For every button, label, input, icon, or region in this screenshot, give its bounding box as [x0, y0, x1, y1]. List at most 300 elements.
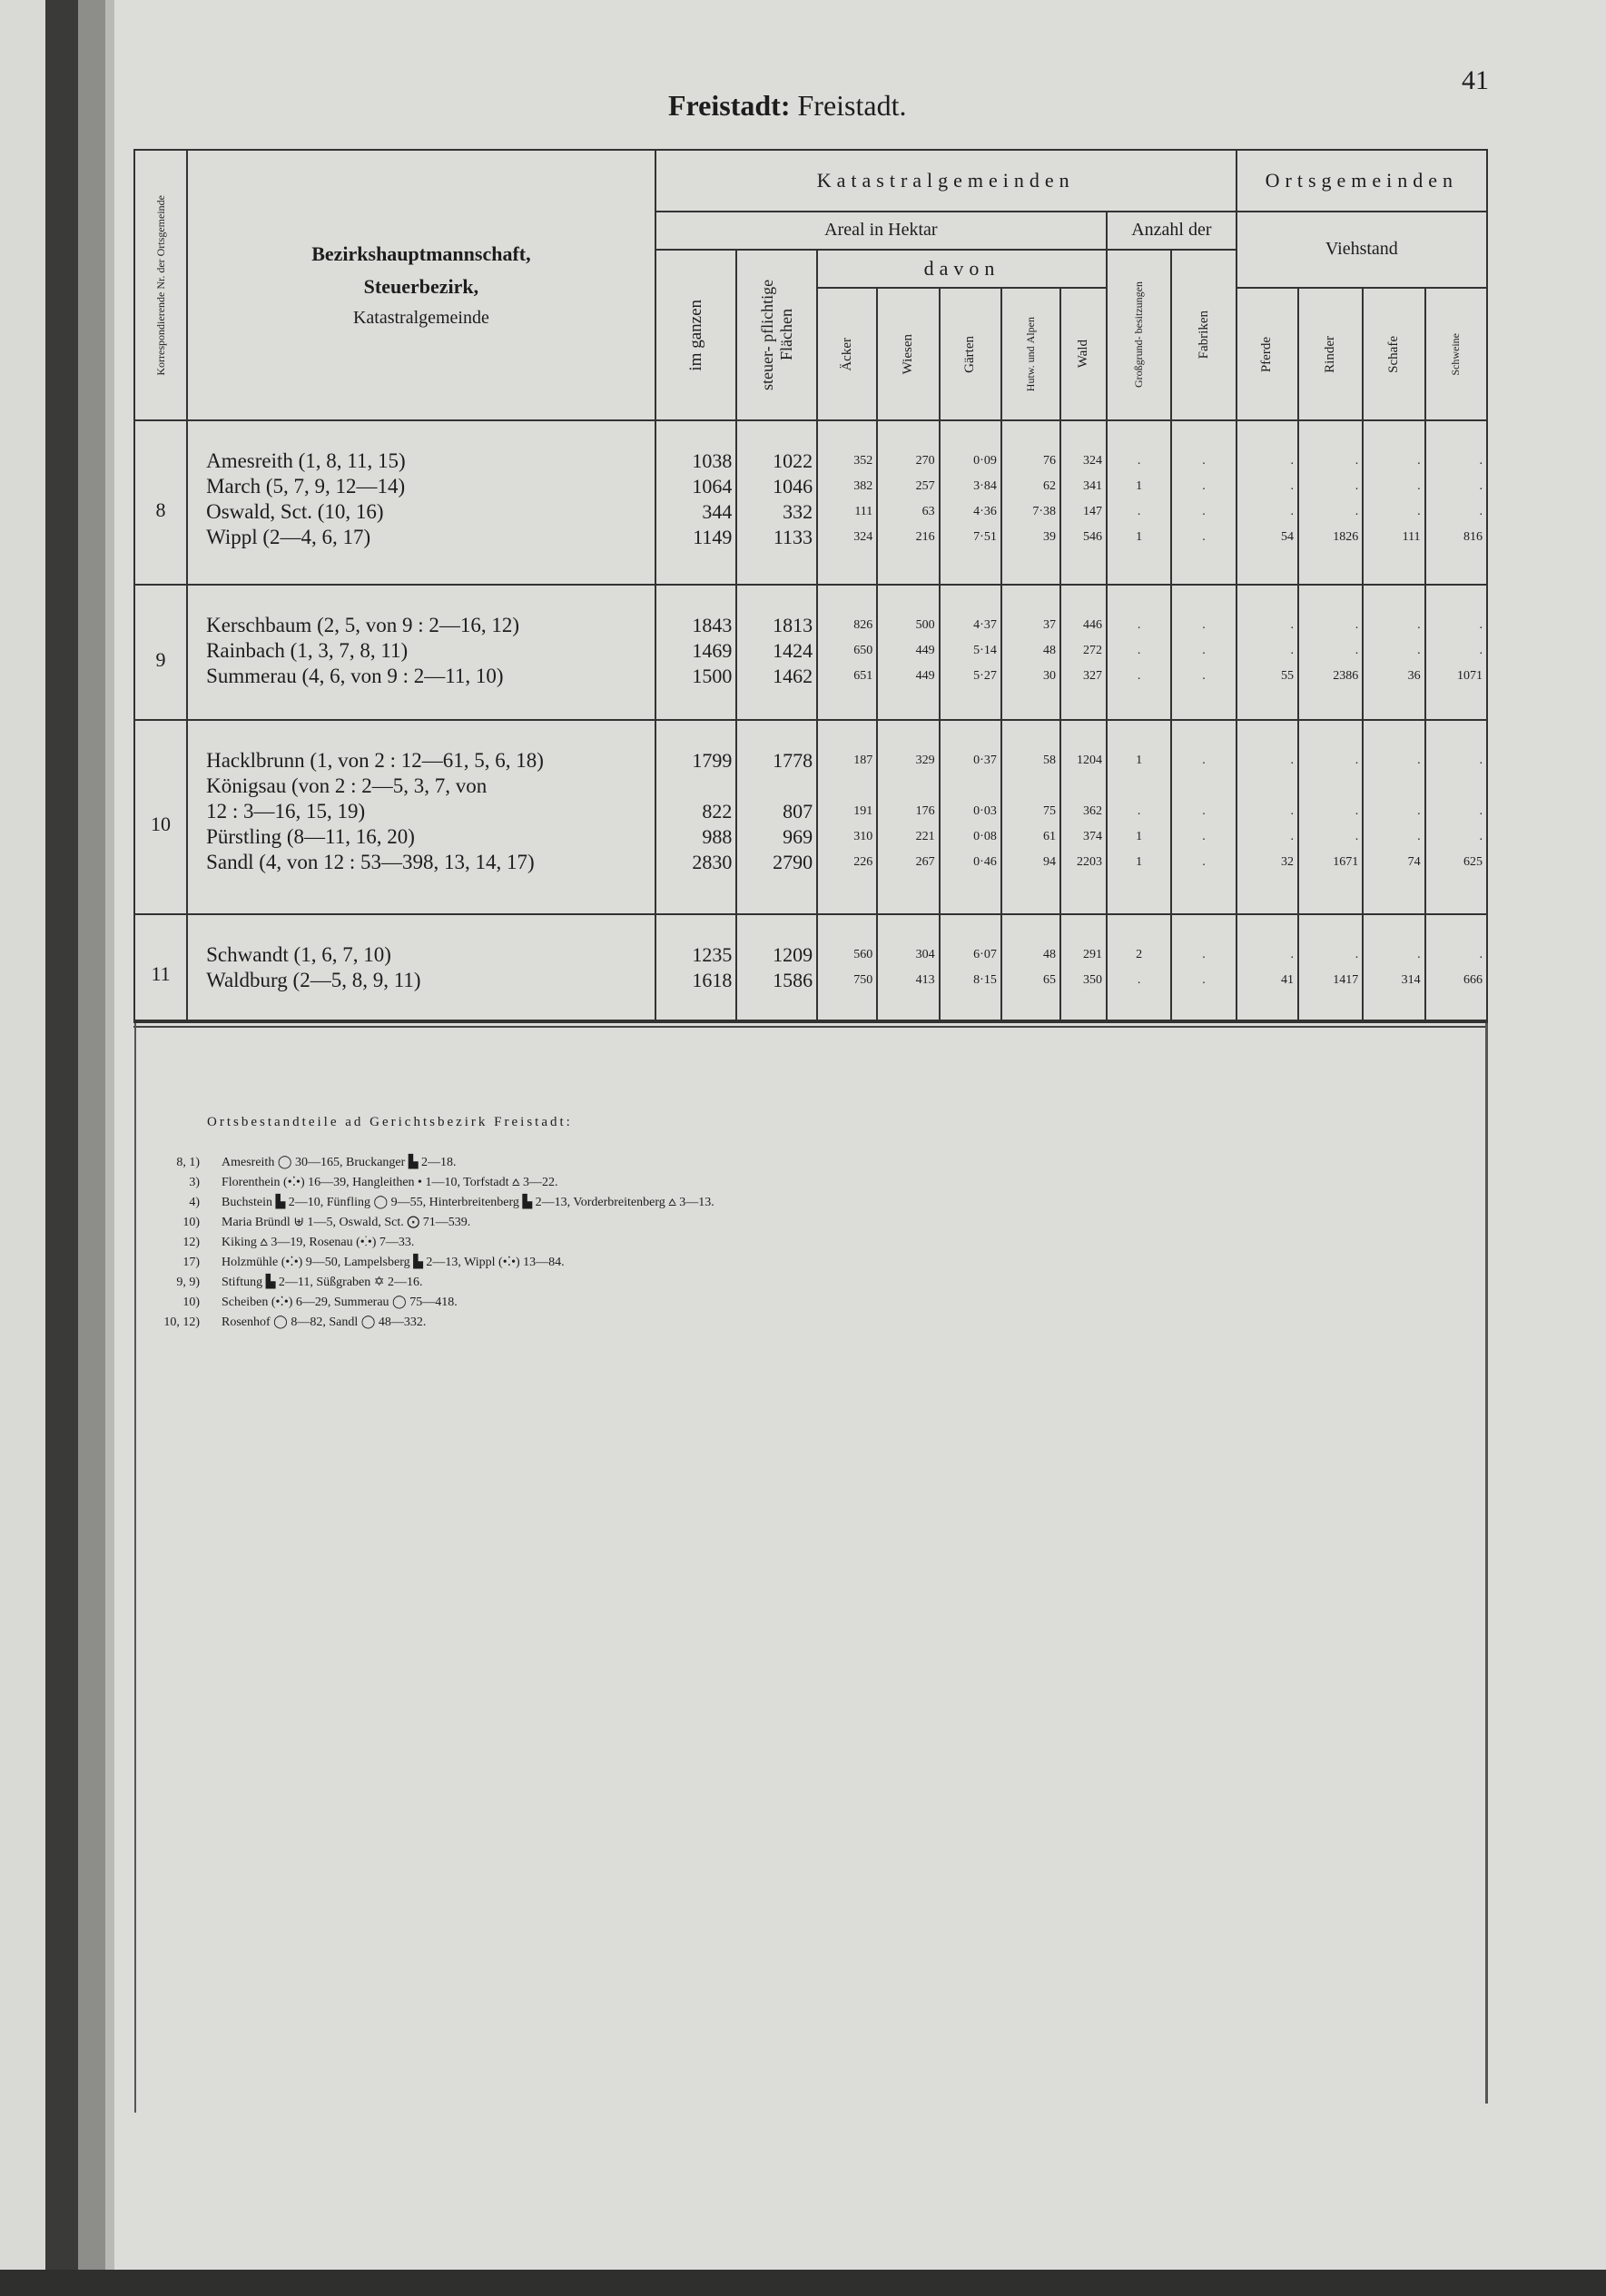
value-steuer: 1462 [773, 665, 813, 688]
footnote-row [127, 1253, 714, 1273]
ortsgemeinde-number: 8 [134, 420, 187, 585]
value-ganzen: 822 [702, 800, 733, 823]
value-gaerten: 0·09 [973, 454, 997, 468]
value-schafe [1364, 774, 1420, 799]
value-schweine: 816 [1463, 530, 1483, 545]
footnote-text: Scheiben (•⁚•) 6—29, Summerau ◯ 75—418. [222, 1296, 458, 1309]
value-gross: . [1137, 644, 1141, 658]
value-gross: . [1137, 618, 1141, 633]
value-fab: . [1202, 454, 1206, 468]
value-wiesen: 257 [915, 479, 935, 494]
col-im-ganzen: im ganzen [655, 250, 737, 421]
footnote-text: Florenthein (•⁚•) 16—39, Hangleithen • 1—10, Torfstadt ⩟ 3—22. [222, 1176, 558, 1189]
katastralgemeinde-name: Waldburg (2—5, 8, 9, 11) [206, 968, 421, 991]
value-aecker: 111 [854, 505, 873, 519]
footnote-text: Rosenhof ◯ 8—82, Sandl ◯ 48—332. [222, 1316, 427, 1329]
katastralgemeinde-names [187, 914, 655, 1020]
value-gaerten [941, 774, 997, 799]
value-schafe: . [1417, 947, 1421, 961]
value-wiesen: 221 [915, 830, 935, 844]
footnote-row [127, 1233, 714, 1253]
korr-header: Korrespondierende Nr. der Ortsgemeinde [134, 150, 187, 420]
value-aecker: 826 [853, 618, 873, 633]
cell-rinder [1298, 914, 1363, 1020]
footnote-ref: 4) [189, 1196, 200, 1209]
cell-aecker [817, 914, 877, 1020]
cell-pferde [1237, 420, 1298, 585]
footnote-text: Holzmühle (•⁚•) 9—50, Lampelsberg ▙ 2—13, Wippl (•⁚•) 13—84. [222, 1256, 565, 1269]
value-steuer: 2790 [773, 851, 813, 874]
katastralgemeinde-name: Königsau (von 2 : 2—5, 3, 7, von [206, 774, 488, 798]
cell-aecker [817, 720, 877, 913]
cell-aecker [817, 420, 877, 585]
cell-hutw [1001, 585, 1060, 720]
value-hutw: 94 [1043, 855, 1057, 870]
footnote-row [127, 1313, 714, 1333]
value-aecker: 352 [853, 454, 873, 468]
value-ganzen: 2830 [692, 851, 733, 874]
value-schweine: . [1479, 830, 1483, 844]
footnote-ref: 12) [182, 1236, 200, 1249]
katastralgemeinde-name: March (5, 7, 9, 12—14) [206, 475, 406, 498]
footnote-row [127, 1213, 714, 1233]
value-aecker: 310 [853, 830, 873, 844]
value-fab: . [1202, 479, 1206, 494]
footnote-row [127, 1273, 714, 1293]
value-pferde: 55 [1280, 669, 1294, 684]
value-wiesen: 176 [915, 804, 935, 819]
value-gross: . [1137, 505, 1141, 519]
katastralgemeinde-name: Schwandt (1, 6, 7, 10) [206, 942, 391, 966]
value-ganzen: 1064 [692, 475, 733, 498]
value-ganzen: 1038 [692, 449, 733, 473]
value-steuer: 807 [783, 800, 813, 823]
value-wald: 546 [1083, 530, 1102, 545]
cell-wiesen [877, 720, 939, 913]
value-hutw: 75 [1043, 804, 1057, 819]
value-ganzen: 1799 [692, 749, 733, 773]
col-grossgrund: Großgrund- besitzungen [1107, 250, 1171, 421]
value-pferde: . [1290, 618, 1294, 633]
value-pferde: . [1290, 644, 1294, 658]
page-number: 41 [1462, 65, 1489, 95]
value-aecker: 226 [853, 855, 873, 870]
cell-rinder [1298, 720, 1363, 913]
value-gaerten: 0·37 [973, 754, 997, 768]
value-wald: 446 [1083, 618, 1102, 633]
anzahl-header: Anzahl der [1107, 212, 1237, 250]
footnote-text: Buchstein ▙ 2—10, Fünfling ◯ 9—55, Hinterbreitenberg ▙ 2—13, Vorderbreitenberg ⩟ 3—13. [222, 1196, 714, 1209]
davon-header: davon [817, 250, 1107, 288]
cell-hutw [1001, 914, 1060, 1020]
page-right-rule [1485, 1023, 1488, 2104]
value-gross: . [1137, 454, 1141, 468]
value-schweine: 625 [1463, 855, 1483, 870]
viehstand-header: Viehstand [1237, 212, 1487, 288]
cell-ganzen [655, 914, 737, 1020]
value-wald: 341 [1083, 479, 1102, 494]
cell-pferde [1237, 720, 1298, 913]
value-steuer: 1813 [773, 614, 813, 637]
book-gutter [105, 0, 114, 2296]
book-spine-shadow [45, 0, 78, 2296]
cell-steuer [736, 914, 817, 1020]
footnote-list [127, 1153, 714, 1333]
cell-fab [1171, 914, 1236, 1020]
value-pferde: . [1290, 754, 1294, 768]
value-wiesen: 63 [921, 505, 935, 519]
value-wald: 272 [1083, 644, 1102, 658]
cell-schafe [1363, 720, 1424, 913]
value-gaerten: 5·27 [973, 669, 997, 684]
value-aecker: 187 [853, 754, 873, 768]
cell-fab [1171, 720, 1236, 913]
value-pferde [1237, 774, 1294, 799]
value-gaerten: 0·08 [973, 830, 997, 844]
value-wiesen [878, 774, 934, 799]
col-steuerpflichtig: steuer- pflichtige Flächen [736, 250, 817, 421]
table-row [134, 585, 1487, 720]
footnote-ref: 17) [182, 1256, 200, 1269]
col-gaerten: Gärten [940, 288, 1001, 420]
value-aecker: 560 [853, 947, 873, 961]
footnote-row [127, 1153, 714, 1173]
cell-wiesen [877, 914, 939, 1020]
value-pferde: . [1290, 830, 1294, 844]
cell-wald [1060, 914, 1107, 1020]
katastralgemeinde-name: Sandl (4, von 12 : 53—398, 13, 14, 17) [206, 851, 535, 874]
value-gaerten: 0·03 [973, 804, 997, 819]
value-gross: 2 [1136, 947, 1143, 961]
cell-pferde [1237, 914, 1298, 1020]
value-ganzen: 988 [702, 825, 733, 849]
value-steuer: 1778 [773, 749, 813, 773]
footnote-text: Kiking ⩟ 3—19, Rosenau (•⁚•) 7—33. [222, 1236, 415, 1249]
cell-rinder [1298, 420, 1363, 585]
footnote-row [127, 1173, 714, 1193]
ortsgemeinde-number: 11 [134, 914, 187, 1020]
value-schweine: 666 [1463, 972, 1483, 987]
value-hutw: 58 [1043, 754, 1057, 768]
value-aecker: 324 [853, 530, 873, 545]
value-wald: 324 [1083, 454, 1102, 468]
value-hutw [1002, 774, 1056, 799]
value-hutw: 48 [1043, 644, 1057, 658]
value-aecker: 750 [853, 972, 873, 987]
value-schafe: . [1417, 479, 1421, 494]
value-hutw: 65 [1043, 972, 1057, 987]
value-rinder: 1671 [1333, 855, 1359, 870]
value-wald: 362 [1083, 804, 1102, 819]
cell-steuer [736, 585, 817, 720]
value-wiesen: 216 [915, 530, 935, 545]
value-rinder: . [1355, 505, 1359, 519]
value-fab: . [1202, 855, 1206, 870]
value-gross: 1 [1136, 530, 1143, 545]
katastralgemeinde-name: 12 : 3—16, 15, 19) [206, 800, 366, 823]
value-rinder: . [1355, 454, 1359, 468]
value-schweine: . [1479, 644, 1483, 658]
katastralgemeinde-name: Summerau (4, 6, von 9 : 2—11, 10) [206, 665, 504, 688]
footnote-ref: 10, 12) [163, 1316, 200, 1329]
col-rinder: Rinder [1298, 288, 1363, 420]
footnote-row [127, 1293, 714, 1313]
value-gaerten: 8·15 [973, 972, 997, 987]
value-fab: . [1202, 804, 1206, 819]
value-fab: . [1202, 947, 1206, 961]
cell-steuer [736, 420, 817, 585]
value-wiesen: 449 [915, 669, 935, 684]
cell-ganzen [655, 420, 737, 585]
value-rinder: 1826 [1333, 530, 1359, 545]
footnote-text: Stiftung ▙ 2—11, Süßgraben ✡ 2—16. [222, 1276, 423, 1289]
value-gross [1108, 774, 1170, 799]
value-wald: 327 [1083, 669, 1102, 684]
value-wald [1061, 774, 1102, 799]
cell-gross [1107, 914, 1171, 1020]
value-gross: . [1137, 669, 1141, 684]
katastralgemeinde-names [187, 420, 655, 585]
value-schweine: . [1479, 454, 1483, 468]
value-schweine: 1071 [1457, 669, 1483, 684]
col-aecker: Äcker [817, 288, 877, 420]
scan-border [0, 2270, 1606, 2296]
value-schweine: . [1479, 947, 1483, 961]
value-gross: 1 [1136, 754, 1143, 768]
cell-aecker [817, 585, 877, 720]
bezirk-header: Bezirkshauptmannschaft, Steuerbezirk, Katastralgemeinde [187, 150, 655, 420]
value-wiesen: 500 [915, 618, 935, 633]
cell-ganzen [655, 720, 737, 913]
value-pferde: . [1290, 479, 1294, 494]
table-bottom-rule [133, 1026, 1488, 1028]
value-fab: . [1202, 530, 1206, 545]
value-wald: 147 [1083, 505, 1102, 519]
cell-gross [1107, 420, 1171, 585]
value-steuer: 969 [783, 825, 813, 849]
value-pferde: . [1290, 804, 1294, 819]
value-pferde: 54 [1280, 530, 1294, 545]
value-aecker: 191 [853, 804, 873, 819]
table-row [134, 420, 1487, 585]
value-schafe: . [1417, 505, 1421, 519]
cell-ganzen [655, 585, 737, 720]
value-schafe: . [1417, 644, 1421, 658]
katastralgemeinde-name: Wippl (2—4, 6, 17) [206, 526, 371, 549]
value-gaerten: 7·51 [973, 530, 997, 545]
value-fab: . [1202, 505, 1206, 519]
value-wiesen: 267 [915, 855, 935, 870]
cell-hutw [1001, 720, 1060, 913]
value-rinder: . [1355, 644, 1359, 658]
value-rinder: . [1355, 804, 1359, 819]
value-fab: . [1202, 644, 1206, 658]
value-rinder [1299, 774, 1358, 799]
value-schafe: . [1417, 754, 1421, 768]
value-gaerten: 6·07 [973, 947, 997, 961]
value-gross: 1 [1136, 855, 1143, 870]
value-gross: 1 [1136, 830, 1143, 844]
cell-steuer [736, 720, 817, 913]
value-aecker: 382 [853, 479, 873, 494]
cell-gaerten [940, 420, 1001, 585]
value-fab: . [1202, 972, 1206, 987]
title-district: Freistadt: [668, 89, 791, 122]
value-schafe: . [1417, 830, 1421, 844]
value-wiesen: 413 [915, 972, 935, 987]
value-wald: 1204 [1077, 754, 1102, 768]
cell-schafe [1363, 420, 1424, 585]
katastralgemeinde-name: Oswald, Sct. (10, 16) [206, 500, 384, 524]
value-schweine: . [1479, 804, 1483, 819]
cell-gross [1107, 585, 1171, 720]
value-gaerten: 4·37 [973, 618, 997, 633]
value-pferde: 41 [1280, 972, 1294, 987]
cell-gaerten [940, 585, 1001, 720]
cell-gaerten [940, 914, 1001, 1020]
col-fabriken: Fabriken [1171, 250, 1236, 421]
col-schafe: Schafe [1363, 288, 1424, 420]
value-schafe: 74 [1407, 855, 1421, 870]
footnote-row [127, 1193, 714, 1213]
footnote-ref: 3) [189, 1176, 200, 1189]
value-wiesen: 329 [915, 754, 935, 768]
page-title [668, 89, 906, 123]
cell-fab [1171, 420, 1236, 585]
ortsgemeinde-number: 10 [134, 720, 187, 913]
value-gross: . [1137, 972, 1141, 987]
value-wiesen: 304 [915, 947, 935, 961]
value-aecker: 650 [853, 644, 873, 658]
footnote-text: Maria Bründl ⊎ 1—5, Oswald, Sct. ⨀ 71—539. [222, 1216, 471, 1229]
ortsgemeinden-header: Ortsgemeinden [1237, 150, 1487, 212]
value-fab: . [1202, 754, 1206, 768]
value-pferde: . [1290, 947, 1294, 961]
cell-gaerten [940, 720, 1001, 913]
value-hutw: 61 [1043, 830, 1057, 844]
value-rinder: . [1355, 830, 1359, 844]
value-ganzen: 1235 [692, 942, 733, 966]
cell-wald [1060, 720, 1107, 913]
col-wiesen: Wiesen [877, 288, 939, 420]
statistics-table [133, 149, 1488, 1023]
value-rinder: 1417 [1333, 972, 1359, 987]
value-wald: 291 [1083, 947, 1102, 961]
value-ganzen [656, 774, 733, 799]
value-schweine: . [1479, 618, 1483, 633]
cell-wald [1060, 585, 1107, 720]
value-schafe: 36 [1407, 669, 1421, 684]
value-aecker: 651 [853, 669, 873, 684]
value-steuer: 332 [783, 500, 813, 524]
value-rinder: . [1355, 754, 1359, 768]
col-pferde: Pferde [1237, 288, 1298, 420]
value-pferde: . [1290, 505, 1294, 519]
value-rinder: . [1355, 618, 1359, 633]
value-rinder: 2386 [1333, 669, 1359, 684]
value-wiesen: 449 [915, 644, 935, 658]
value-gaerten: 3·84 [973, 479, 997, 494]
cell-wiesen [877, 420, 939, 585]
katastralgemeinde-name: Rainbach (1, 3, 7, 8, 11) [206, 639, 409, 663]
cell-schafe [1363, 585, 1424, 720]
value-schafe: 314 [1401, 972, 1421, 987]
value-gaerten: 5·14 [973, 644, 997, 658]
value-schweine: . [1479, 754, 1483, 768]
katastralgemeinde-names [187, 720, 655, 913]
footnote-heading: Ortsbestandteile ad Gerichtsbezirk Freistadt: [207, 1115, 573, 1129]
katastralgemeinde-name: Kerschbaum (2, 5, von 9 : 2—16, 12) [206, 614, 520, 637]
value-wiesen: 270 [915, 454, 935, 468]
value-steuer: 1586 [773, 968, 813, 991]
cell-schweine [1425, 914, 1487, 1020]
footnote-text: Amesreith ◯ 30—165, Bruckanger ▙ 2—18. [222, 1156, 457, 1169]
cell-fab [1171, 585, 1236, 720]
katastralgemeinden-header: Katastralgemeinden [655, 150, 1237, 212]
value-ganzen: 1500 [692, 665, 733, 688]
cell-schafe [1363, 914, 1424, 1020]
value-steuer: 1133 [773, 526, 813, 549]
value-gaerten: 0·46 [973, 855, 997, 870]
areal-header: Areal in Hektar [655, 212, 1107, 250]
col-schweine: Schweine [1425, 288, 1487, 420]
katastralgemeinde-name: Hacklbrunn (1, von 2 : 12—61, 5, 6, 18) [206, 749, 544, 773]
value-schafe: . [1417, 804, 1421, 819]
value-steuer: 1046 [773, 475, 813, 498]
value-wald: 350 [1083, 972, 1102, 987]
value-pferde: 32 [1280, 855, 1294, 870]
value-schweine [1426, 774, 1483, 799]
value-ganzen: 1843 [692, 614, 733, 637]
value-aecker [818, 774, 872, 799]
cell-schweine [1425, 420, 1487, 585]
footnote-ref: 10) [182, 1296, 200, 1309]
col-hutweiden: Hutw. und Alpen [1001, 288, 1060, 420]
value-ganzen: 1618 [692, 968, 733, 991]
title-subdistrict: Freistadt. [790, 89, 907, 122]
value-gross: . [1137, 804, 1141, 819]
book-spine-edge [78, 0, 105, 2296]
value-steuer [737, 774, 813, 799]
value-steuer: 1209 [773, 942, 813, 966]
value-rinder: . [1355, 947, 1359, 961]
cell-schweine [1425, 585, 1487, 720]
table-row [134, 720, 1487, 913]
value-hutw: 39 [1043, 530, 1057, 545]
value-steuer: 1424 [773, 639, 813, 663]
value-schafe: . [1417, 454, 1421, 468]
cell-pferde [1237, 585, 1298, 720]
value-ganzen: 1149 [693, 526, 733, 549]
katastralgemeinde-name: Pürstling (8—11, 16, 20) [206, 825, 415, 849]
value-gross: 1 [1136, 479, 1143, 494]
cell-gross [1107, 720, 1171, 913]
katastralgemeinde-name: Amesreith (1, 8, 11, 15) [206, 449, 406, 473]
katastralgemeinde-names [187, 585, 655, 720]
value-schafe: . [1417, 618, 1421, 633]
col-wald: Wald [1060, 288, 1107, 420]
cell-schweine [1425, 720, 1487, 913]
ortsgemeinde-number: 9 [134, 585, 187, 720]
value-hutw: 62 [1043, 479, 1057, 494]
value-schafe: 111 [1402, 530, 1421, 545]
footnote-ref: 10) [182, 1216, 200, 1229]
value-fab: . [1202, 669, 1206, 684]
cell-wiesen [877, 585, 939, 720]
value-gaerten: 4·36 [973, 505, 997, 519]
value-schweine: . [1479, 505, 1483, 519]
value-hutw: 7·38 [1032, 505, 1057, 519]
